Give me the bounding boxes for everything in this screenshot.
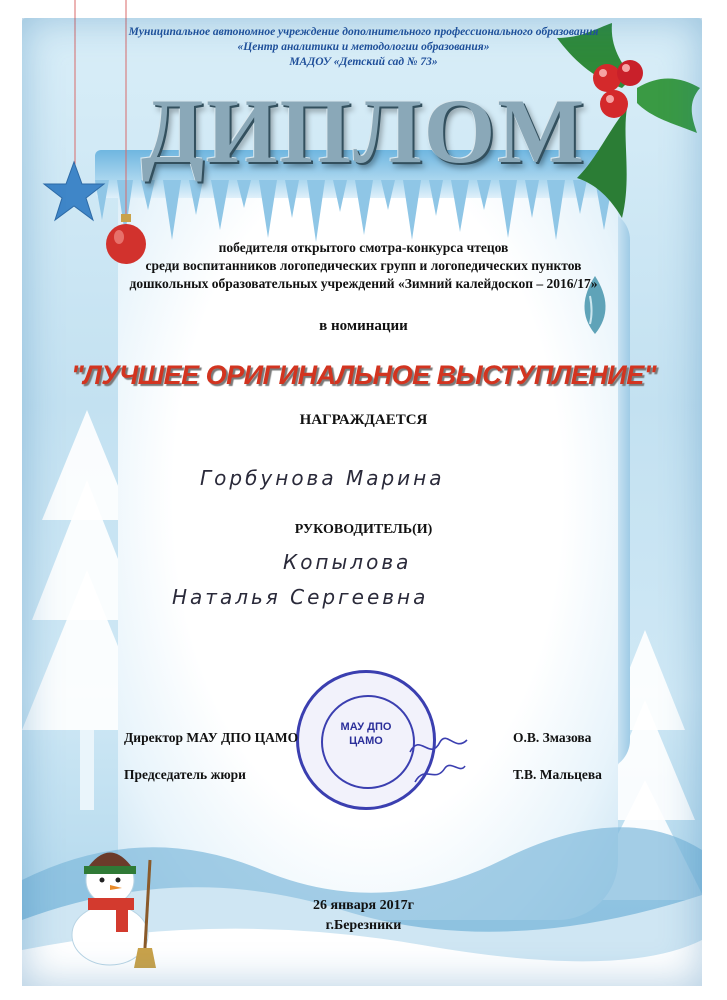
leader-surname: Копылова (283, 550, 412, 574)
description-line-2: среди воспитанников логопедических групп и логопедических пунктов (145, 258, 582, 273)
leader-given-names: Наталья Сергеевна (172, 585, 429, 609)
leader-label: РУКОВОДИТЕЛЬ(И) (294, 522, 433, 537)
nomination-label: в номинации (319, 318, 408, 334)
stamp-line-2: ЦАМО (349, 735, 383, 747)
jury-chair-label: Председатель жюри (124, 767, 246, 782)
description-line-3: дошкольных образовательных учреждений «Зимний калейдоскоп – 2016/17» (129, 276, 598, 291)
issue-city: г.Березники (325, 918, 402, 933)
winner-name: Горбунова Марина (200, 466, 445, 490)
director-label: Директор МАУ ДПО ЦАМО (124, 730, 299, 745)
org-line-2: «Центр аналитики и методологии образования» (237, 41, 490, 53)
awarded-label: НАГРАЖДАЕТСЯ (299, 412, 428, 428)
issue-date: 26 января 2017г (313, 898, 414, 913)
diploma-title: ДИПЛОМ (140, 80, 587, 182)
nomination-name: "ЛУЧШЕЕ ОРИГИНАЛЬНОЕ ВЫСТУПЛЕНИЕ" (70, 360, 657, 390)
org-line-1: Муниципальное автономное учреждение дополнительного профессионального образования (128, 26, 599, 38)
stamp-line-1: МАУ ДПО (340, 721, 392, 733)
director-name: О.В. Змазова (513, 730, 592, 745)
director-signature-icon (405, 722, 475, 792)
description-line-1: победителя открытого смотра-конкурса чтецов (218, 240, 509, 255)
org-line-3: МАДОУ «Детский сад № 73» (289, 56, 438, 68)
jury-chair-name: Т.В. Мальцева (513, 767, 602, 782)
